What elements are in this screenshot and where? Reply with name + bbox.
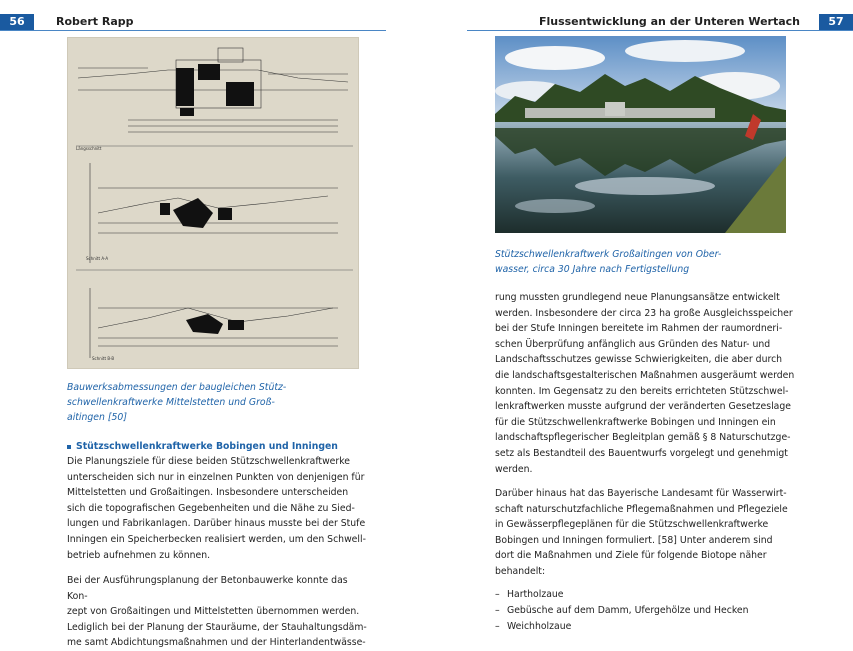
right-paragraph-1: rung mussten grundlegend neue Planungsansätze entwickelt werden. Insbesondere der circa 23 ha große Ausgleichsspeicher bei der Stufe Inningen bereitete im Rahmen der raumordneri- schen Überprüfung anfänglich aus Gründen des Natur- und Landschaftsschutzes gewisse Schwierigkeiten, die aber durch die landschaftsgestalterischen Maßnahmen ausgeräumt werden konnten. Im Gegensatz zu den bereits errichteten Stützschwel- lenkraftwerken musste aufgrund der veränderten Gesetzeslage für die Stützschwellenkraftwerke Bobingen und Inningen ein landschaftspflegerischer Begleitplan gemäß § 8 Naturschutzge- setz als Bestandteil des Bauentwurfs vorgelegt und genehmigt werden. (495, 292, 795, 475)
section-heading-text: Stützschwellenkraftwerke Bobingen und Inningen (76, 441, 338, 452)
list-item: – Hartholzaue (495, 589, 564, 600)
list-item: – Weichholzaue (495, 621, 572, 632)
left-paragraph-2: Bei der Ausführungsplanung der Betonbauwerke konnte das Kon- zept von Großaitingen und Mittelstetten übernommen werden. Lediglich bei der Planung der Stauräume, der Stauhaltungsdäm- me samt Abdichtungsmaßnahmen und der Hinterlandentwässe- (67, 575, 367, 649)
figure-caption-left: Bauwerksabmessungen der baugleichen Stütz- schwellenkraftwerke Mittelstetten und Groß- aitingen [50] (67, 382, 287, 423)
section-aa-drawing (90, 163, 338, 263)
biotope-list (495, 587, 749, 635)
section-aa-fill (160, 198, 232, 228)
running-head-title: Flussentwicklung an der Unteren Wertach (538, 15, 800, 28)
header-rule-right (467, 30, 853, 31)
cloud-reflection (575, 177, 715, 195)
list-item: – Gebüsche auf dem Damm, Ufergehölze und Hecken (495, 605, 749, 616)
label-section-aa: Schnitt A-A (86, 256, 109, 261)
cloud (505, 46, 605, 70)
right-paragraph-2: Darüber hinaus hat das Bayerische Landesamt für Wasserwirt- schaft naturschutzfachliche Pflegemaßnahmen und Pflegeziele in Gewässerpflegeplänen für die Stützschwellenkraftwerke Bobingen und Inningen formuliert. [58] Unter anderem sind dort die Maßnahmen und Ziele für folgende Biotope näher behandelt: (495, 488, 788, 577)
photo-caption-right: Stützschwellenkraftwerk Großaitingen von Ober- wasser, circa 30 Jahre nach Fertigstellung (495, 249, 722, 275)
page-number-left: 56 (0, 14, 34, 30)
cloud (625, 40, 745, 62)
technical-drawing-figure (67, 37, 359, 369)
label-section-bb: Schnitt B-B (92, 356, 115, 361)
left-paragraph-1: Die Planungsziele für diese beiden Stützschwellenkraftwerke unterscheiden sich nur in einzelnen Punkten von denjenigen für Mittelstetten und Großaitingen. Insbesondere unterscheiden sich die topografischen Gegebenheiten und die Nähe zu Sied- lungen und Fabrikanlagen. Darüber hinaus musste bei der Stufe Inningen ein Speicherbecken realisiert werden, um den Schwell- betrieb aufnehmen zu können. (67, 456, 366, 561)
technical-drawing (68, 38, 358, 368)
cloud-reflection (515, 199, 595, 213)
header-rule-left (0, 30, 386, 31)
running-head-author: Robert Rapp (56, 15, 134, 28)
section-heading (67, 439, 338, 454)
section-bb-fill (186, 314, 244, 334)
weir-pier (605, 102, 625, 116)
label-longitudinal: Längsschnitt (76, 146, 102, 151)
weir-photo (495, 36, 786, 233)
longitudinal-section-drawing (78, 48, 348, 132)
page-number-right: 57 (819, 14, 853, 30)
bullet-icon (67, 445, 71, 449)
photo-illustration (495, 36, 786, 233)
